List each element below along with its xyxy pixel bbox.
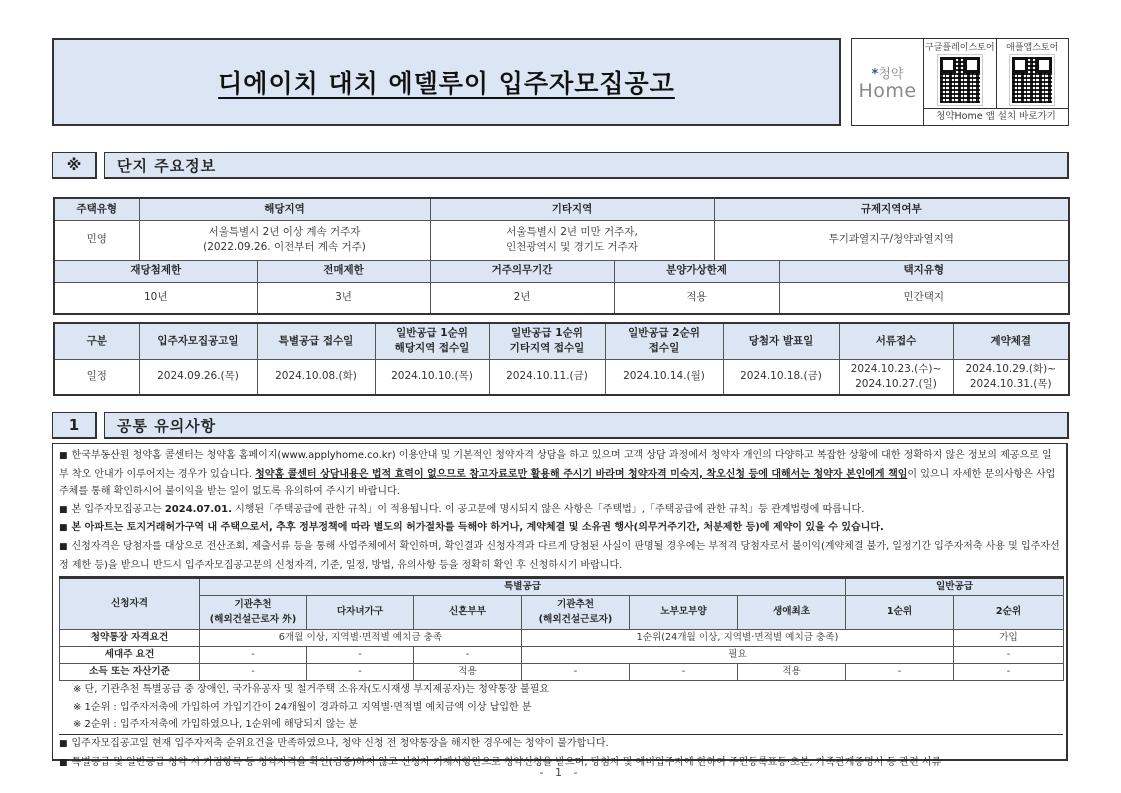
elig-cell: 1순위(24개월 이상, 지역별·면적별 예치금 충족) [522,630,954,647]
header-other-area: 기타지역 [430,198,714,220]
logo-kr-text: 청약 [878,67,904,82]
schedule-header-label: 일반공급 1순위 [396,327,468,340]
elig-cell: - [954,647,1064,664]
schedule-header [605,323,723,359]
schedule-value: 2024.10.10.(목) [391,370,473,383]
schedule-header-label: 입주자모집공고일 [157,334,239,347]
elig-row-label: 소득 또는 자산기준 [60,664,200,681]
elig-cell: 필요 [522,647,954,664]
schedule-header-label: 접수일 [648,342,680,355]
page-number: - 1 - [539,766,582,779]
elig-row-header: 신청자격 [60,578,200,630]
square-bullet-icon: ■ [59,523,68,534]
value-rewin-limit: 10년 [54,282,257,314]
schedule-value: 일정 [86,370,107,383]
note-item [59,735,1060,754]
elig-col-label: (해외건설근로자 外) [209,613,297,625]
elig-cell: 6개월 이상, 지역별·면적별 예치금 충족 [200,630,522,647]
schedule-cell [723,359,839,395]
elig-group-special: 특별공급 [200,578,846,596]
title-box [52,38,841,126]
footnote: ※ 1순위 : 입주자저축에 가입하여 가입기간이 24개월이 경과하고 지역별·면적별 예치금액 이상 납입한 분 [73,701,532,713]
value-local-area [139,220,430,260]
header-residence-duty: 거주의무기간 [430,260,614,282]
square-bullet-icon: ■ [59,541,68,552]
schedule-header-label: 당첨자 발표일 [748,334,814,347]
app-store-qr[interactable] [997,39,1069,108]
elig-cell: 적용 [738,664,846,681]
header-price-cap: 분양가상한제 [614,260,779,282]
google-play-label: 구글플레이스토어 [924,43,995,53]
schedule-cell [139,359,257,395]
google-play-qr[interactable] [924,39,997,108]
elig-row-label: 세대주 요건 [60,647,200,664]
elig-col-header: 신혼부부 [414,596,522,630]
elig-col-label: 기관추천 [556,598,595,610]
schedule-header [54,323,139,359]
schedule-cell [489,359,605,395]
elig-cell: 가입 [954,630,1064,647]
value-residence-duty: 2년 [430,282,614,314]
schedule-value: 2024.10.11.(금) [506,370,588,383]
elig-col-label: 기관추천 [234,598,272,610]
elig-cell: - [307,664,414,681]
elig-cell: - [522,664,630,681]
other-area-line2: 인천광역시 및 경기도 거주자 [506,241,638,253]
elig-cell: - [414,647,522,664]
common-notes-box [52,443,1068,768]
note-text: 신청자격은 당첨자를 대상으로 전산조회, 제출서류 등을 통해 사업주체에서 확인하며, 확인결과 신청자격과 다르게 당첨된 사실이 판명될 경우에는 부적격 당첨자로서 불이익(계약체결 불가, 일정기간 입주자저축 사용 및 입주자선정 제한 등)을 받으니 반드시 입주자모집공고문의 신청자격, 기준, 일정, 방법, 유의사항 등을 정확히 확인 후 신청하시기 바랍니다. [59,540,1060,571]
schedule-header [839,323,953,359]
schedule-header-label: 일반공급 1순위 [511,327,583,340]
elig-col-header: 다자녀가구 [307,596,414,630]
value-housing-type: 민영 [54,220,139,260]
schedule-header [489,323,605,359]
elig-col-header: 1순위 [846,596,954,630]
elig-cell: 적용 [414,664,522,681]
elig-col-header: 생애최초 [738,596,846,630]
note-text: 특별공급 및 일반공급 청약 시 가점항목 등 청약자격을 확인(검증)하지 않고 신청자 기재사항만으로 청약신청을 받으며, 당첨자 및 예비입주자에 한하여 주민등록표등·초본, 가족관계증명서 등 관련 서류 [71,756,942,768]
schedule-value: 2024.10.29.(화)~ [965,362,1057,375]
schedule-value: 2024.10.23.(수)~ [850,362,942,375]
note-text: 입주자모집공고일 현재 입주자저축 순위요건을 만족하였으나, 청약 신청 전 청약통장을 해지한 경우에는 청약이 불가합니다. [71,737,609,749]
elig-col-header: 노부모부양 [630,596,738,630]
note-item [59,501,1060,520]
elig-cell: - [846,664,954,681]
schedule-header [723,323,839,359]
note-item [59,538,1060,574]
star-icon: * [871,67,879,82]
elig-row-label: 청약통장 자격요건 [60,630,200,647]
note-text: 본 입주자모집공고는 [71,503,165,515]
square-bullet-icon: ■ [59,451,68,461]
square-bullet-icon: ■ [59,757,68,768]
elig-cell: - [200,647,307,664]
section-number: 1 [52,412,97,439]
schedule-value: 2024.10.27.(일) [855,377,937,390]
elig-col-header [200,596,307,630]
schedule-value: 2024.10.08.(화) [275,370,357,383]
schedule-header-label: 기타지역 접수일 [509,342,585,355]
app-install-box [851,38,1069,126]
schedule-table [53,322,1070,396]
elig-col-header: 2순위 [954,596,1064,630]
header-rewin-limit: 재당첨제한 [54,260,257,282]
elig-cell: - [307,647,414,664]
logo-en-text: Home [858,80,917,102]
square-bullet-icon: ■ [59,504,68,515]
local-area-line2: (2022.09.26. 이전부터 계속 거주) [203,241,366,253]
note-item [59,519,1060,538]
local-area-line1: 서울특별시 2년 이상 계속 거주자 [208,225,361,238]
schedule-cell [257,359,375,395]
value-regulated-area: 투기과열지구/청약과열지역 [714,220,1069,260]
footnote: ※ 2순위 : 입주자저축에 가입하였으나, 1순위에 해당되지 않는 분 [73,719,358,731]
qr-google-icon[interactable] [938,55,982,105]
schedule-value: 2024.10.31.(목) [969,377,1052,390]
schedule-header-label: 특별공급 접수일 [278,334,354,347]
complex-info-table [53,197,1070,315]
schedule-header-label: 해당지역 접수일 [394,342,470,355]
schedule-header [375,323,489,359]
schedule-value: 2024.10.18.(금) [740,370,822,383]
footnote: ※ 단, 기관추천 특별공급 중 장애인, 국가유공자 및 철거주택 소유자(도시재생 부지제공자)는 청약통장 불필요 [73,684,550,696]
elig-cell: - [630,664,738,681]
elig-group-general: 일반공급 [846,578,1064,596]
app-store-label: 애플앱스토어 [1006,43,1059,53]
elig-cell: - [954,664,1064,681]
section-marker: ※ [52,152,97,179]
schedule-value: 2024.10.14.(월) [623,370,705,383]
qr-apple-icon[interactable] [1010,55,1054,105]
note-item [59,447,1060,501]
eligibility-footnotes [59,681,1063,735]
value-land-type: 민간택지 [779,282,1069,314]
schedule-header [257,323,375,359]
header-resale-limit: 전매제한 [257,260,430,282]
eligibility-table [59,576,1064,681]
value-price-cap: 적용 [614,282,779,314]
header-local-area: 해당지역 [139,198,430,220]
app-install-link[interactable]: 청약Home 앱 설치 바로가기 [924,108,1068,125]
schedule-cell [375,359,489,395]
elig-col-header [522,596,630,630]
elig-col-label: (해외건설근로자) [538,613,613,625]
schedule-cell [54,359,139,395]
schedule-header [139,323,257,359]
applyhome-logo [852,39,924,125]
value-resale-limit: 3년 [257,282,430,314]
schedule-header [953,323,1069,359]
header-regulated-area: 규제지역여부 [714,198,1069,220]
schedule-value: 2024.09.26.(목) [157,370,239,383]
note-text: 본 아파트는 토지거래허가구역 내 주택으로서, 추후 정부정책에 따라 별도의 허가절차를 득해야 하거나, 계약체결 및 소유권 행사(의무거주기간, 처분제한 등)에 제약이 있을 수 있습니다. [71,522,884,534]
note-date: 2024.07.01. [164,503,232,515]
header-housing-type: 주택유형 [54,198,139,220]
note-emphasis: 청약홈 콜센터 상담내용은 법적 효력이 없으므로 참고자료로만 활용해 주시기 바라며 청약자격 미숙지, 착오신청 등에 대해서는 청약자 본인에게 책임 [255,468,908,480]
schedule-header-label: 구분 [86,334,107,347]
elig-cell: - [200,664,307,681]
value-other-area [430,220,714,260]
schedule-cell [953,359,1069,395]
note-text: 이 있으니 자세한 문의사항은 사업주체를 통해 확인하시어 불이익을 받는 일이 없도록 유의하여 주시기 바랍니다. [59,468,1056,498]
page-title: 디에이치 대치 에델루이 입주자모집공고 [218,69,675,98]
section-title-common-notes: 공통 유의사항 [104,412,1069,439]
note-text: 시행된「주택공급에 관한 규칙」이 적용됩니다. 이 공고문에 명시되지 않은 사항은「주택법」,「주택공급에 관한 규칙」등 관계법령에 따릅니다. [231,503,865,515]
header-land-type: 택지유형 [779,260,1069,282]
schedule-cell [839,359,953,395]
schedule-header-label: 서류접수 [875,334,917,347]
schedule-header-label: 계약체결 [990,334,1032,347]
section-title-complex-info: 단지 주요정보 [104,152,1069,179]
schedule-header-label: 일반공급 2순위 [628,327,700,340]
note-text: 한국부동산원 청약홈 콜센터는 청약홈 홈페이지(www.applyhome.co.kr) 이용안내 및 기본적인 청약자격 상담을 하고 있으며 고객 상담 과정에서 청약자 개인의 다양하고 복잡한 상황에 대한 정확하지 않은 정보의 제공으로 일부 착오 안내가 이루어지는 경우가 있습니다. [59,450,1052,480]
square-bullet-icon: ■ [59,738,68,749]
schedule-cell [605,359,723,395]
other-area-line1: 서울특별시 2년 미만 거주자, [506,225,638,238]
